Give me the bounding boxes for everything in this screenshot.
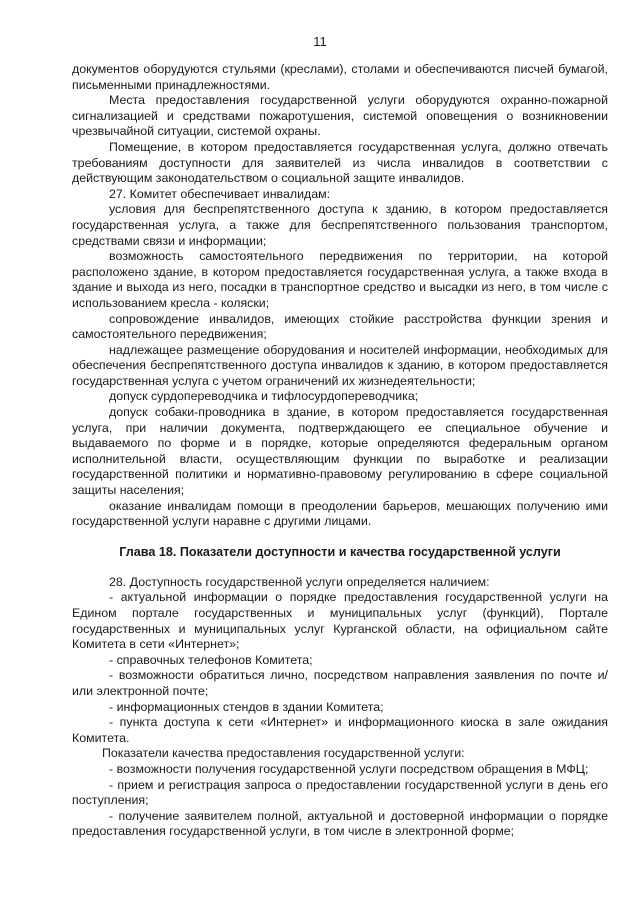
list-item: - справочных телефонов Комитета; — [109, 652, 313, 667]
paragraph: сопровождение инвалидов, имеющих стойкие расстройства функции зрения и самостоятельного передвижения; — [72, 311, 608, 342]
paragraph: допуск собаки-проводника в здание, в котором предоставляется государственная услуга, при наличии документа, подтверждающего ее специальное обучение и выдаваемого по форме и в порядке, которые определяются федеральным органом исполнительной власти, осуществляющим функции по выработке и реализации государственной политики и нормативно-правовому регулированию в сфере социальной защиты населения; — [72, 405, 608, 498]
paragraph: 27. Комитет обеспечивает инвалидам: — [109, 186, 331, 201]
paragraph: оказание инвалидам помощи в преодолении барьеров, мешающих получению ими государственной услуги наравне с другими лицами. — [72, 498, 608, 529]
chapter-heading: Глава 18. Показатели доступности и качества государственной услуги — [119, 544, 561, 559]
document-body — [72, 62, 608, 840]
paragraph: Места предоставления государственной услуги оборудуются охранно-пожарной сигнализацией и средствами пожаротушения, системой оповещения о возникновении чрезвычайной ситуации, системой охраны. — [72, 93, 608, 139]
paragraph: надлежащее размещение оборудования и носителей информации, необходимых для обеспечения беспрепятственного доступа инвалидов к зданию, в котором предоставляется государственная услуга с учетом ограничений их жизнедеятельности; — [72, 342, 608, 388]
paragraph: условия для беспрепятственного доступа к зданию, в котором предоставляется государственная услуга, а также для беспрепятственного пользования транспортом, средствами связи и информации; — [72, 202, 608, 248]
list-item: - возможности обратиться лично, посредством направления заявления по почте и/или электронной почте; — [72, 668, 608, 698]
paragraph: документов оборудуются стульями (креслами), столами и обеспечиваются писчей бумагой, письменными принадлежностями. — [72, 62, 608, 92]
list-item: - информационных стендов в здании Комитета; — [109, 699, 384, 714]
list-item: - возможности получения государственной услуги посредством обращения в МФЦ; — [109, 761, 589, 776]
paragraph: возможность самостоятельного передвижения по территории, на которой расположено здание, в котором предоставляется государственная услуга, а также входа в здание и выхода из него, посадки в транспортное средство и высадки из него, в том числе с использованием кресла - коляски; — [72, 249, 608, 310]
list-item: - прием и регистрация запроса о предоставлении государственной услуги в день его поступления; — [72, 777, 608, 808]
list-item: - актуальной информации о порядке предоставления государственной услуги на Едином портале государственных и муниципальных услуг (функций), Портале государственных и муниципальных услуг Курганской области, на официальном сайте Комитета в сети «Интернет»; — [72, 590, 608, 652]
paragraph: Помещение, в котором предоставляется государственная услуга, должно отвечать требованиям доступности для заявителей из числа инвалидов в соответствии с действующим законодательством о социальной защите инвалидов. — [72, 139, 608, 186]
page-number: 11 — [313, 34, 327, 49]
paragraph: допуск сурдопереводчика и тифлосурдопереводчика; — [109, 389, 419, 404]
paragraph: Показатели качества предоставления государственной услуги: — [102, 746, 465, 761]
list-item: - получение заявителем полной, актуальной и достоверной информации о порядке предоставления государственной услуги, в том числе в электронной форме; — [72, 808, 608, 839]
list-item: - пункта доступа к сети «Интернет» и информационного киоска в зале ожидания Комитета. — [72, 715, 608, 745]
paragraph: 28. Доступность государственной услуги определяется наличием: — [109, 574, 490, 589]
